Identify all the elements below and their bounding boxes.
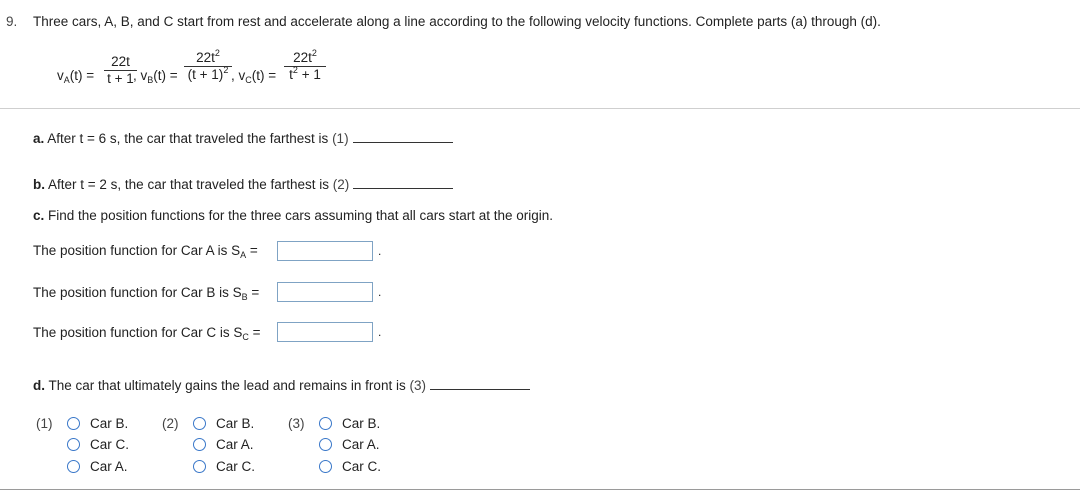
choice-group1-option2[interactable]: Car C. xyxy=(90,437,130,452)
part-b-ref: (2) xyxy=(332,177,350,192)
radio-group2-option2[interactable] xyxy=(193,438,206,451)
radio-group1-option2[interactable] xyxy=(67,438,80,451)
sb-input[interactable] xyxy=(277,282,373,302)
part-d-ref: (3) xyxy=(409,378,426,393)
choice-group1-option3[interactable]: Car A. xyxy=(90,459,128,474)
radio-group2-option1[interactable] xyxy=(193,417,206,430)
question-number: 9. xyxy=(6,14,18,29)
bottom-divider xyxy=(0,489,1080,490)
sc-period: . xyxy=(378,325,382,339)
radio-group3-option1[interactable] xyxy=(319,417,332,430)
part-b: b. After t = 2 s, the car that traveled the farthest is (2) xyxy=(33,176,453,192)
part-b-answer-blank[interactable] xyxy=(353,176,453,189)
part-a: a. After t = 6 s, the car that traveled the farthest is (1) xyxy=(33,130,453,146)
part-c: c. Find the position functions for the three cars assuming that all cars start at the origin. xyxy=(33,208,554,223)
sc-input[interactable] xyxy=(277,322,373,342)
sb-period: . xyxy=(378,285,382,299)
choice-group-1-label: (1) xyxy=(36,416,53,431)
part-a-answer-blank[interactable] xyxy=(353,130,453,143)
radio-group3-option3[interactable] xyxy=(319,460,332,473)
choice-group2-option1[interactable]: Car B. xyxy=(216,416,255,431)
radio-group1-option3[interactable] xyxy=(67,460,80,473)
choice-group3-option3[interactable]: Car C. xyxy=(342,459,382,474)
choice-group2-option3[interactable]: Car C. xyxy=(216,459,256,474)
part-a-ref: (1) xyxy=(332,131,349,146)
sa-period: . xyxy=(378,244,382,258)
vc-label: , $v_C(t)$ = xyxy=(231,68,277,85)
sc-label: The position function for Car C is $S_C$ = xyxy=(33,325,261,342)
choice-group1-option1[interactable]: Car B. xyxy=(90,416,129,431)
choice-group2-option2[interactable]: Car A. xyxy=(216,437,254,452)
sa-input[interactable] xyxy=(277,241,373,261)
sa-label: The position function for Car A is $S_A$ = xyxy=(33,243,258,260)
choice-group-3-label: (3) xyxy=(288,416,305,431)
choice-group3-option2[interactable]: Car A. xyxy=(342,437,380,452)
choice-group3-option1[interactable]: Car B. xyxy=(342,416,381,431)
va-numerator: 22t xyxy=(111,54,130,69)
sb-label: The position function for Car B is $S_B$ = xyxy=(33,285,260,302)
vc-fraction xyxy=(284,50,326,82)
va-label: $v_A(t)$ = xyxy=(57,68,95,85)
radio-group3-option2[interactable] xyxy=(319,438,332,451)
vc-denominator: $t^2 + 1$ xyxy=(289,65,321,82)
vb-denominator: $(t + 1)^2$ xyxy=(187,65,229,82)
vc-numerator: $22t^2$ xyxy=(293,48,317,65)
vb-fraction xyxy=(184,50,232,82)
radio-group2-option3[interactable] xyxy=(193,460,206,473)
part-d-answer-blank[interactable] xyxy=(430,377,530,390)
va-denominator: t + 1 xyxy=(107,71,134,86)
vb-label: , $v_B(t)$ = xyxy=(133,68,178,85)
question-prompt: Three cars, A, B, and C start from rest and accelerate along a line according to the following velocity functions. Complete parts (a) through (d). xyxy=(33,14,881,29)
choice-group-2-label: (2) xyxy=(162,416,179,431)
part-d: d. The car that ultimately gains the lead and remains in front is (3) xyxy=(33,377,530,393)
vb-numerator: $22t^2$ xyxy=(196,48,220,65)
section-divider xyxy=(0,108,1080,109)
radio-group1-option1[interactable] xyxy=(67,417,80,430)
